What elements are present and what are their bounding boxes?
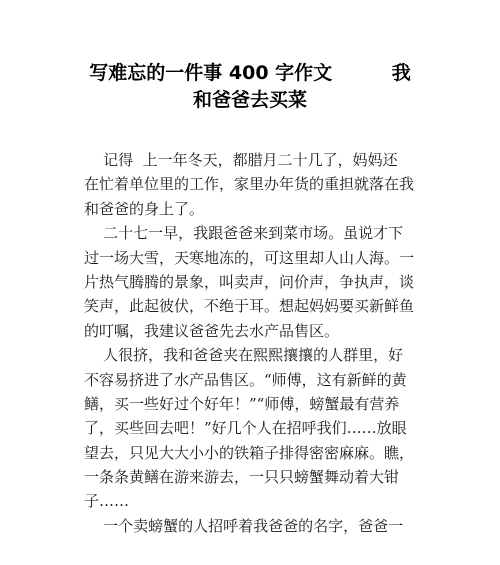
body-line-7: 笑声，此起彼伏，不绝于耳。想起妈妈要买新鲜鱼	[84, 297, 415, 316]
title-line-2: 和爸爸去买菜	[192, 89, 307, 111]
essay-body	[84, 148, 424, 538]
body-line-8: 的叮嘱，我建议爸爸先去水产品售区。	[84, 321, 340, 340]
body-line-6: 片热气腾腾的景象，叫卖声，问价声，争执声，谈	[84, 272, 415, 291]
body-line-2: 在忙着单位里的工作，家里办年货的重担就落在我	[84, 175, 415, 194]
body-line-16: 一个卖螃蟹的人招呼着我爸爸的名字，爸爸一	[84, 516, 404, 535]
body-line-15: 子……	[84, 492, 130, 511]
title-line-1: 写难忘的一件事 400 字作文 我	[89, 62, 411, 84]
body-line-1: 记得 上一年冬天，都腊月二十几了，妈妈还	[84, 151, 398, 169]
body-line-13: 望去，只见大大小小的铁箱子排得密密麻麻。瞧，	[84, 443, 415, 462]
body-line-5: 过一场大雪，天寒地冻的，可这里却人山人海。一	[84, 248, 415, 267]
body-line-12: 了，买些回去吧！”好几个人在招呼我们……放眼	[84, 419, 407, 438]
body-line-4: 二十七一早，我跟爸爸来到菜市场。虽说才下	[84, 224, 404, 243]
body-line-9: 人很挤，我和爸爸夹在熙熙攘攘的人群里，好	[84, 346, 404, 365]
body-line-11: 鳝，买一些好过个好年！”“师傅，螃蟹最有营养	[84, 394, 400, 413]
document-title	[60, 60, 440, 114]
body-line-3: 和爸爸的身上了。	[84, 199, 205, 218]
body-line-10: 不容易挤进了水产品售区。“师傅，这有新鲜的黄	[84, 370, 407, 389]
body-line-14: 一条条黄鳝在游来游去，一只只螃蟹舞动着大钳	[84, 468, 400, 487]
